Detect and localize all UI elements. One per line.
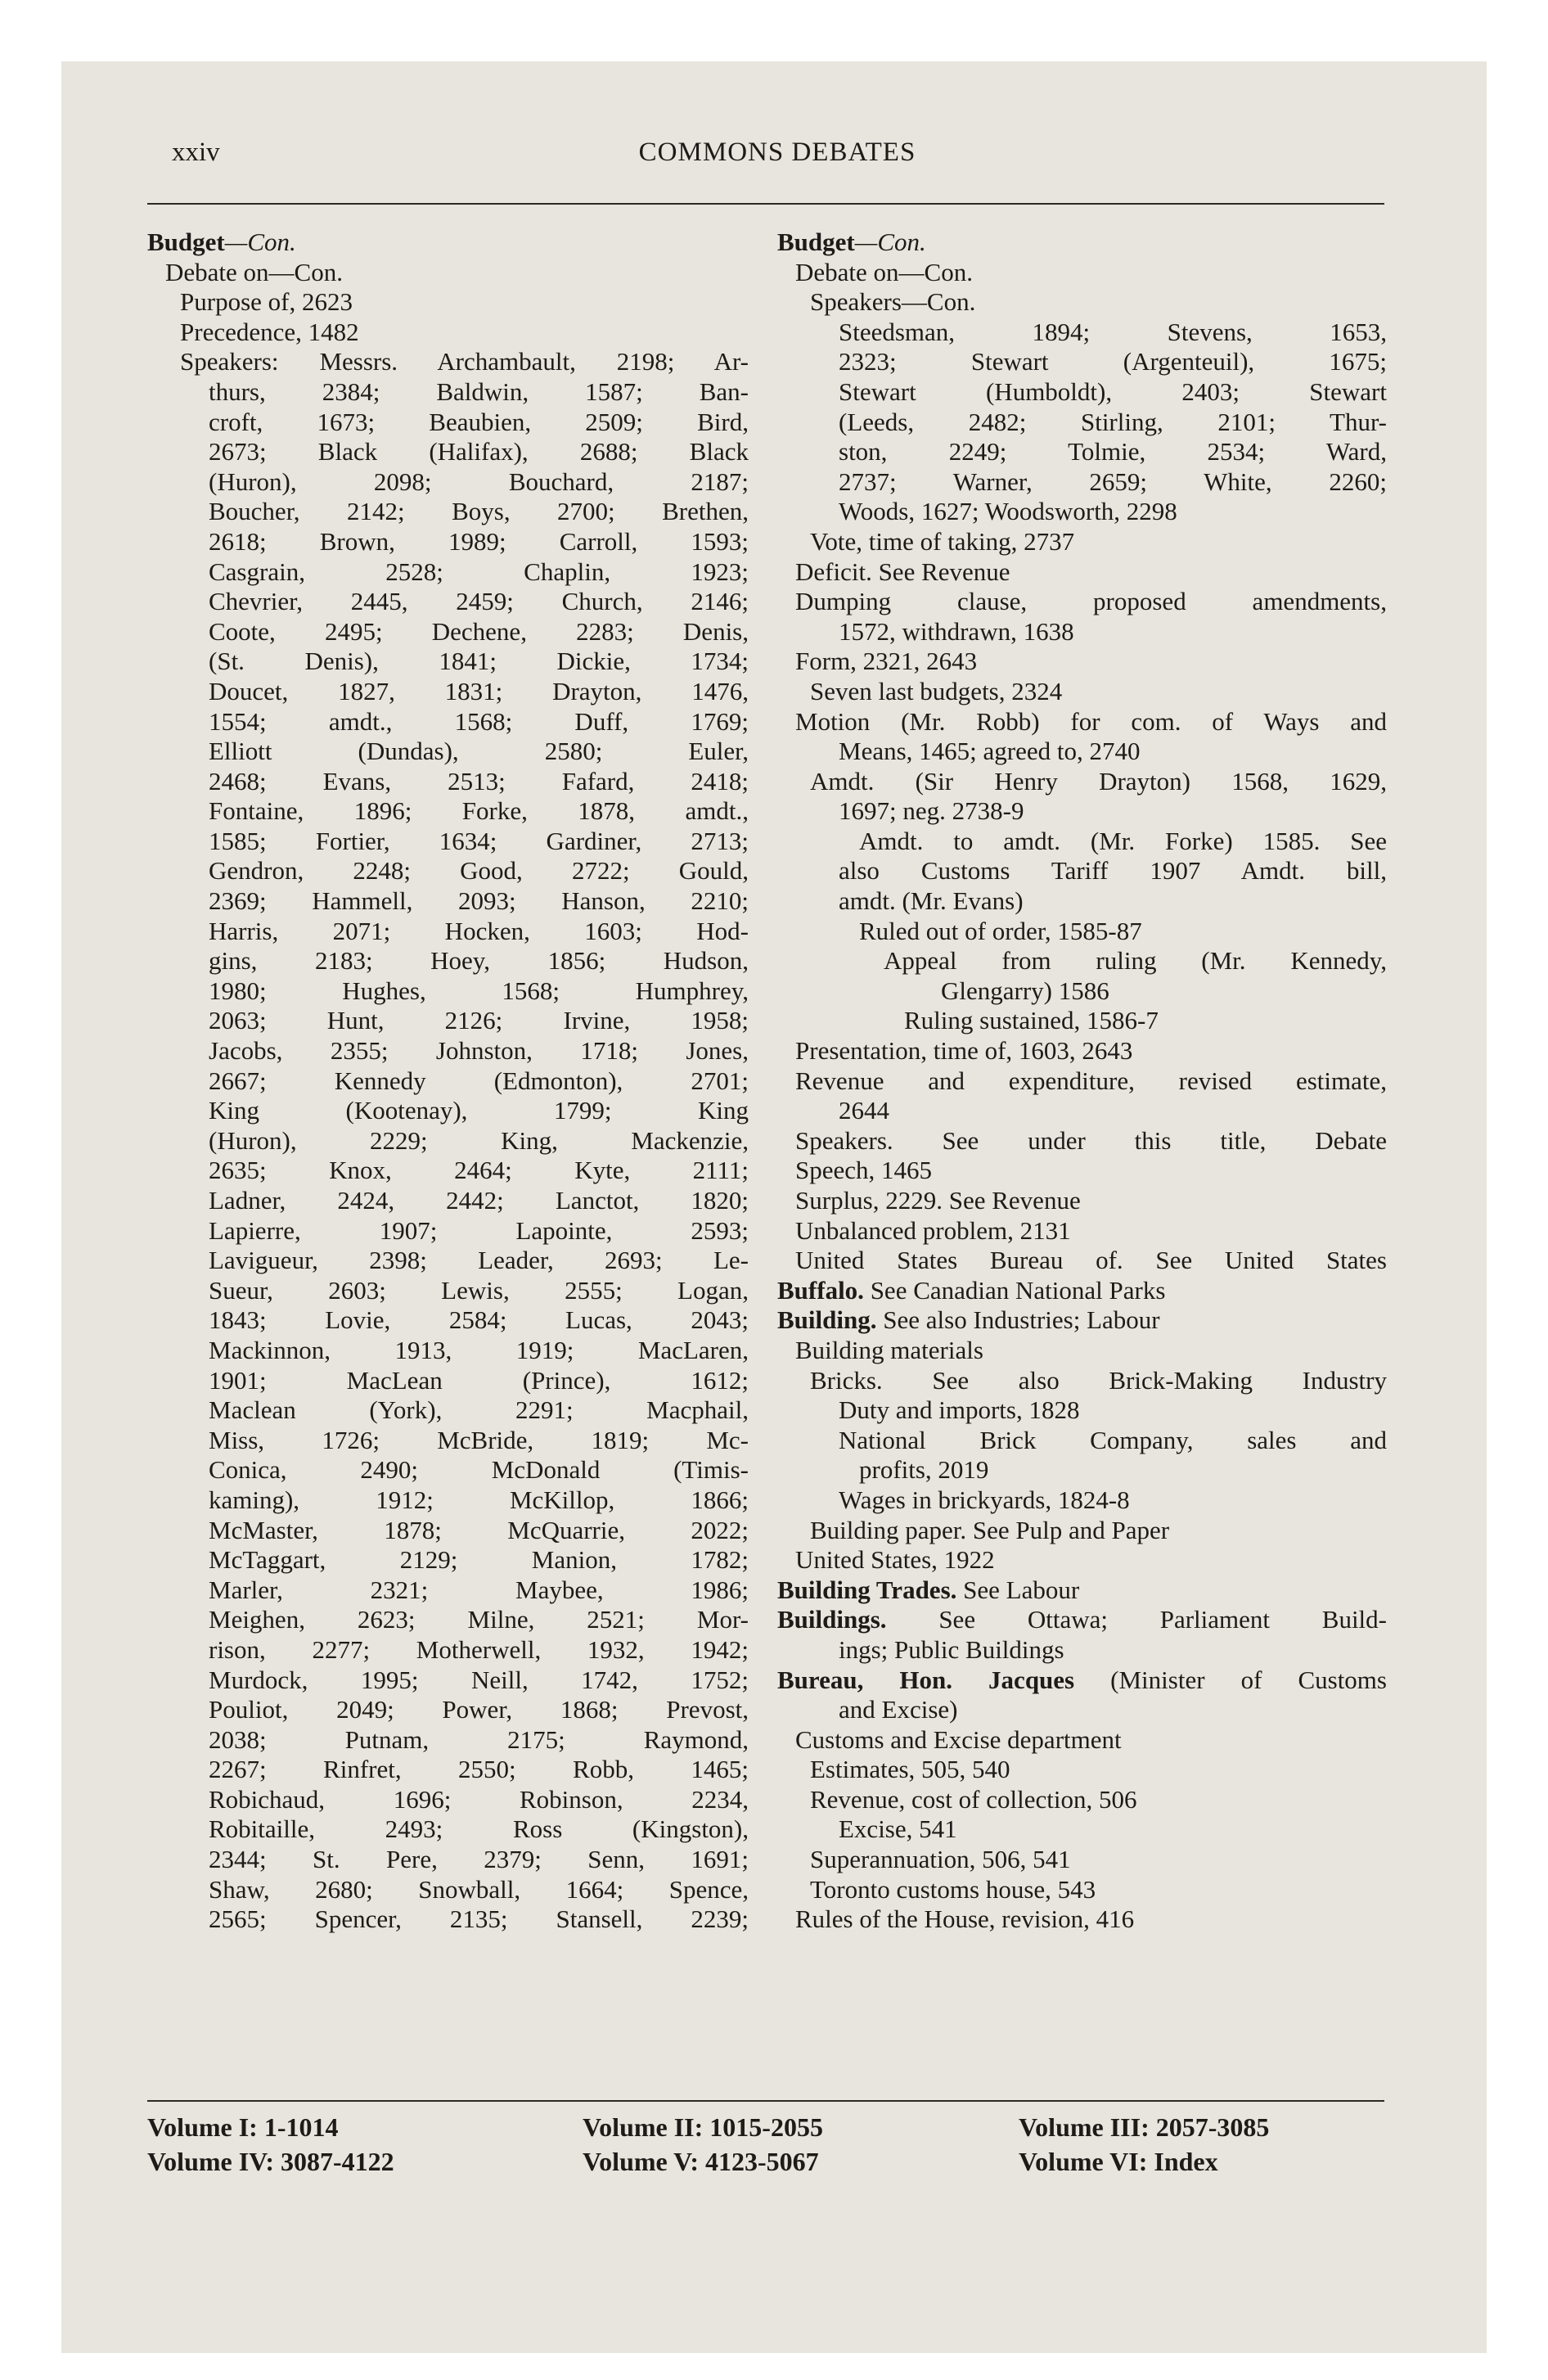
index-entry-line: croft, 1673; Beaubien, 2509; Bird, — [209, 407, 749, 436]
page-number: xxiv — [172, 137, 220, 167]
index-entry-line: 2369; Hammell, 2093; Hanson, 2210; — [209, 886, 749, 916]
index-entry-line: ston, 2249; Tolmie, 2534; Ward, — [839, 437, 1387, 467]
index-entry-line: Pouliot, 2049; Power, 1868; Prevost, — [209, 1695, 749, 1724]
index-entry-line: Shaw, 2680; Snowball, 1664; Spence, — [209, 1874, 749, 1904]
index-entry-line: Buildings. See Ottawa; Parliament Build- — [777, 1605, 1387, 1634]
footer-volume-5: Volume V: 4123-5067 — [583, 2147, 819, 2176]
index-entry-line: Bricks. See also Brick-Making Industry — [810, 1365, 1387, 1395]
index-entry-line: McTaggart, 2129; Manion, 1782; — [209, 1545, 749, 1575]
index-entry-line: Motion (Mr. Robb) for com. of Ways and — [795, 706, 1387, 736]
index-entry-line: Revenue, cost of collection, 506 — [810, 1784, 1137, 1814]
index-entry-line: Superannuation, 506, 541 — [810, 1845, 1071, 1874]
index-entry-line: Marler, 2321; Maybee, 1986; — [209, 1575, 749, 1604]
index-entry-line: Ruled out of order, 1585-87 — [859, 916, 1142, 945]
index-entry-line: McMaster, 1878; McQuarrie, 2022; — [209, 1515, 749, 1544]
index-entry-line: Toronto customs house, 543 — [810, 1874, 1096, 1904]
footer-volumes-right — [1019, 2110, 1269, 2179]
index-entry-line: Glengarry) 1586 — [941, 976, 1109, 1005]
index-entry-line: Robitaille, 2493; Ross (Kingston), — [209, 1814, 749, 1844]
index-entry-line: Amdt. (Sir Henry Drayton) 1568, 1629, — [810, 766, 1387, 796]
index-column-right — [777, 228, 1387, 1935]
index-entry-line: Jacobs, 2355; Johnston, 1718; Jones, — [209, 1036, 749, 1066]
index-entry-line: Building Trades. See Labour — [777, 1575, 1080, 1604]
index-entry-line: Lavigueur, 2398; Leader, 2693; Le- — [209, 1246, 749, 1275]
index-entry-line: Seven last budgets, 2324 — [810, 676, 1063, 705]
index-entry-line: Vote, time of taking, 2737 — [810, 526, 1075, 556]
index-entry-line: Doucet, 1827, 1831; Drayton, 1476, — [209, 676, 749, 705]
index-entry-line: Buffalo. See Canadian National Parks — [777, 1275, 1166, 1305]
index-entry-line: kaming), 1912; McKillop, 1866; — [209, 1485, 749, 1514]
index-entry-line: 1572, withdrawn, 1638 — [839, 616, 1074, 646]
index-entry-line: Means, 1465; agreed to, 2740 — [839, 737, 1141, 766]
index-entry-line: Estimates, 505, 540 — [810, 1755, 1010, 1784]
index-entry-line: 2468; Evans, 2513; Fafard, 2418; — [209, 766, 749, 796]
footer-volume-4: Volume IV: 3087-4122 — [147, 2147, 394, 2176]
index-entry-line: Debate on—Con. — [165, 257, 343, 286]
index-entry-line: Dumping clause, proposed amendments, — [795, 587, 1387, 616]
index-entry-line: Excise, 541 — [839, 1814, 957, 1844]
index-entry-line: profits, 2019 — [859, 1455, 989, 1485]
index-entry-line: (Huron), 2229; King, Mackenzie, — [209, 1125, 749, 1155]
index-entry-line: Maclean (York), 2291; Macphail, — [209, 1395, 749, 1425]
footer-volumes-middle — [583, 2110, 823, 2179]
index-entry-line: Elliott (Dundas), 2580; Euler, — [209, 737, 749, 766]
index-entry-line: Revenue and expenditure, revised estimate, — [795, 1066, 1387, 1095]
index-entry-line: Debate on—Con. — [795, 257, 973, 286]
index-entry-line: Building materials — [795, 1335, 983, 1364]
index-entry-line: Casgrain, 2528; Chaplin, 1923; — [209, 557, 749, 586]
index-entry-line: Bureau, Hon. Jacques (Minister of Customs — [777, 1665, 1387, 1694]
index-entry-line: Murdock, 1995; Neill, 1742, 1752; — [209, 1665, 749, 1694]
index-entry-line: Conica, 2490; McDonald (Timis- — [209, 1455, 749, 1485]
index-entry-line: 2565; Spencer, 2135; Stansell, 2239; — [209, 1904, 749, 1934]
index-entry-line: Presentation, time of, 1603, 2643 — [795, 1036, 1133, 1066]
index-entry-line: (St. Denis), 1841; Dickie, 1734; — [209, 647, 749, 676]
index-entry-line: thurs, 2384; Baldwin, 1587; Ban- — [209, 376, 749, 406]
index-entry-line: Ruling sustained, 1586-7 — [904, 1006, 1159, 1035]
index-entry-line: also Customs Tariff 1907 Amdt. bill, — [839, 856, 1387, 886]
index-entry-line: 1697; neg. 2738-9 — [839, 796, 1024, 826]
index-entry-line: Boucher, 2142; Boys, 2700; Brethen, — [209, 497, 749, 526]
index-entry-line: amdt. (Mr. Evans) — [839, 886, 1024, 916]
index-entry-line: Steedsman, 1894; Stevens, 1653, — [839, 317, 1387, 346]
index-entry-line: 2038; Putnam, 2175; Raymond, — [209, 1724, 749, 1754]
index-entry-line: Speakers: Messrs. Archambault, 2198; Ar- — [180, 347, 749, 376]
footer-volume-6: Volume VI: Index — [1019, 2147, 1218, 2176]
index-entry-line: Meighen, 2623; Milne, 2521; Mor- — [209, 1605, 749, 1634]
index-entry-line: United States Bureau of. See United States — [795, 1246, 1387, 1275]
index-entry-line: King (Kootenay), 1799; King — [209, 1096, 749, 1125]
index-entry-line: Rules of the House, revision, 416 — [795, 1904, 1135, 1934]
index-entry-line: Surplus, 2229. See Revenue — [795, 1186, 1081, 1215]
index-entry-line: Lapierre, 1907; Lapointe, 2593; — [209, 1215, 749, 1245]
index-entry-line: Unbalanced problem, 2131 — [795, 1215, 1071, 1245]
index-entry-line: 2618; Brown, 1989; Carroll, 1593; — [209, 526, 749, 556]
index-entry-line: and Excise) — [839, 1695, 958, 1724]
index-entry-line: ings; Public Buildings — [839, 1634, 1064, 1664]
index-entry-line: Ladner, 2424, 2442; Lanctot, 1820; — [209, 1186, 749, 1215]
index-entry-line: Fontaine, 1896; Forke, 1878, amdt., — [209, 796, 749, 826]
index-entry-line: 1980; Hughes, 1568; Humphrey, — [209, 976, 749, 1005]
index-entry-line: 1843; Lovie, 2584; Lucas, 2043; — [209, 1305, 749, 1335]
index-entry-line: Speakers—Con. — [810, 287, 976, 317]
index-entry-line: 2323; Stewart (Argenteuil), 1675; — [839, 347, 1387, 376]
index-entry-line: Building. See also Industries; Labour — [777, 1305, 1160, 1335]
index-entry-line: Budget—Con. — [147, 228, 296, 256]
footer-volume-1: Volume I: 1-1014 — [147, 2112, 339, 2142]
footer-rule — [147, 2100, 1384, 2102]
index-entry-line: Budget—Con. — [777, 228, 926, 256]
page-title: COMMONS DEBATES — [638, 137, 916, 167]
footer-volume-3: Volume III: 2057-3085 — [1019, 2112, 1270, 2142]
index-entry-line: Miss, 1726; McBride, 1819; Mc- — [209, 1425, 749, 1454]
index-entry-line: Deficit. See Revenue — [795, 557, 1010, 586]
index-entry-line: (Huron), 2098; Bouchard, 2187; — [209, 467, 749, 496]
index-entry-line: (Leeds, 2482; Stirling, 2101; Thur- — [839, 407, 1387, 436]
index-entry-line: 2737; Warner, 2659; White, 2260; — [839, 467, 1387, 496]
index-entry-line: Harris, 2071; Hocken, 1603; Hod- — [209, 916, 749, 945]
index-entry-line: 2344; St. Pere, 2379; Senn, 1691; — [209, 1845, 749, 1874]
footer-volumes-left — [147, 2110, 394, 2179]
index-entry-line: Wages in brickyards, 1824-8 — [839, 1485, 1130, 1514]
index-entry-line: Customs and Excise department — [795, 1724, 1122, 1754]
index-entry-line: gins, 2183; Hoey, 1856; Hudson, — [209, 946, 749, 976]
index-entry-line: Gendron, 2248; Good, 2722; Gould, — [209, 856, 749, 886]
index-entry-line: rison, 2277; Motherwell, 1932, 1942; — [209, 1634, 749, 1664]
index-entry-line: Building paper. See Pulp and Paper — [810, 1515, 1170, 1544]
header-rule — [147, 203, 1384, 205]
index-entry-line: Amdt. to amdt. (Mr. Forke) 1585. See — [859, 826, 1387, 855]
index-entry-line: Speakers. See under this title, Debate — [795, 1125, 1387, 1155]
index-entry-line: 1585; Fortier, 1634; Gardiner, 2713; — [209, 826, 749, 855]
index-entry-line: 2063; Hunt, 2126; Irvine, 1958; — [209, 1006, 749, 1035]
index-entry-line: 2635; Knox, 2464; Kyte, 2111; — [209, 1156, 749, 1185]
index-entry-line: Coote, 2495; Dechene, 2283; Denis, — [209, 616, 749, 646]
index-entry-line: Chevrier, 2445, 2459; Church, 2146; — [209, 587, 749, 616]
index-entry-line: 2673; Black (Halifax), 2688; Black — [209, 437, 749, 467]
footer-volume-2: Volume II: 1015-2055 — [583, 2112, 823, 2142]
index-column-left — [147, 228, 749, 1935]
index-entry-line: Sueur, 2603; Lewis, 2555; Logan, — [209, 1275, 749, 1305]
index-entry-line: United States, 1922 — [795, 1545, 995, 1575]
index-entry-line: Form, 2321, 2643 — [795, 647, 978, 676]
index-entry-line: Robichaud, 1696; Robinson, 2234, — [209, 1784, 749, 1814]
index-entry-line: Stewart (Humboldt), 2403; Stewart — [839, 376, 1387, 406]
index-entry-line: Mackinnon, 1913, 1919; MacLaren, — [209, 1335, 749, 1364]
index-entry-line: Duty and imports, 1828 — [839, 1395, 1080, 1425]
index-entry-line: Precedence, 1482 — [180, 317, 359, 346]
index-entry-line: Purpose of, 2623 — [180, 287, 353, 317]
index-entry-line: Woods, 1627; Woodsworth, 2298 — [839, 497, 1177, 526]
index-entry-line: 1901; MacLean (Prince), 1612; — [209, 1365, 749, 1395]
index-entry-line: National Brick Company, sales and — [839, 1425, 1387, 1454]
index-entry-line: 1554; amdt., 1568; Duff, 1769; — [209, 706, 749, 736]
index-entry-line: 2644 — [839, 1096, 889, 1125]
index-entry-line: Speech, 1465 — [795, 1156, 933, 1185]
index-entry-line: 2267; Rinfret, 2550; Robb, 1465; — [209, 1755, 749, 1784]
index-entry-line: 2667; Kennedy (Edmonton), 2701; — [209, 1066, 749, 1095]
index-entry-line: Appeal from ruling (Mr. Kennedy, — [884, 946, 1387, 976]
